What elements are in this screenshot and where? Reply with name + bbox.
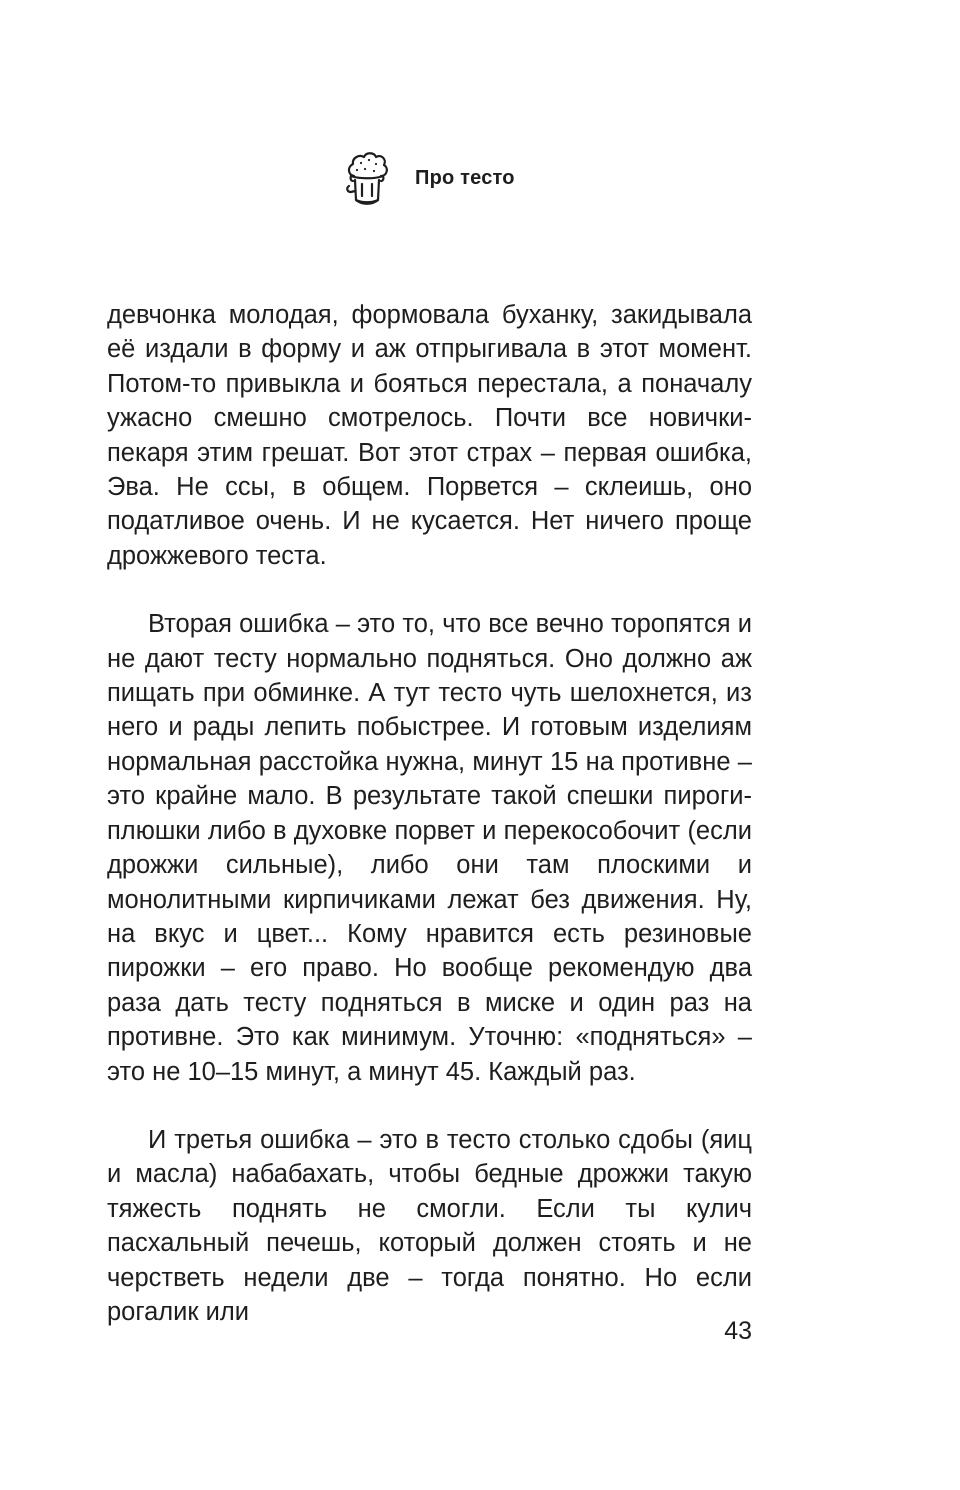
chef-hat-icon <box>345 150 389 206</box>
running-header-title: Про тесто <box>415 166 515 189</box>
page-body <box>107 298 752 1329</box>
paragraph: девчонка молодая, формовала буханку, закидывала её издали в форму и аж отпрыгивала в этот момент. Потом-то привыкла и бояться перестала, а поначалу ужасно смешно смотрелось. Почти все новички-пекаря этим грешат. Вот этот страх – первая ошибка, Эва. Не ссы, в общем. Порвется – склеишь, оно податливое очень. И не кусается. Нет ничего проще дрожжевого теста. <box>107 301 752 570</box>
running-header <box>345 150 515 206</box>
paragraph: Вторая ошибка – это то, что все вечно торопятся и не дают тесту нормально подняться. Оно должно аж пищать при обминке. А тут тесто чуть шелохнется, из него и рады лепить побыстрее. И готовым изделиям нормальная расстойка нужна, минут 15 на противне – это крайне мало. В результате такой спешки пироги-плюшки либо в духовке порвет и перекособочит (если дрожжи сильные), либо они там плоскими и монолитными кирпичиками лежат без движения. Ну, на вкус и цвет... Кому нравится есть резиновые пирожки – его право. Но вообще рекомендую два раза дать тесту подняться в миске и один раз на противне. Это как минимум. Уточню: «подняться» – это не 10–15 минут, а минут 45. Каждый раз. <box>107 610 752 1086</box>
paragraph: И третья ошибка – это в тесто столько сдобы (яиц и масла) набабахать, чтобы бедные дрожжи такую тяжесть поднять не смогли. Если ты кулич пасхальный печешь, который должен стоять и не черстветь недели две – тогда понятно. Но если рогалик или <box>107 1125 752 1326</box>
page-number: 43 <box>724 1317 752 1345</box>
